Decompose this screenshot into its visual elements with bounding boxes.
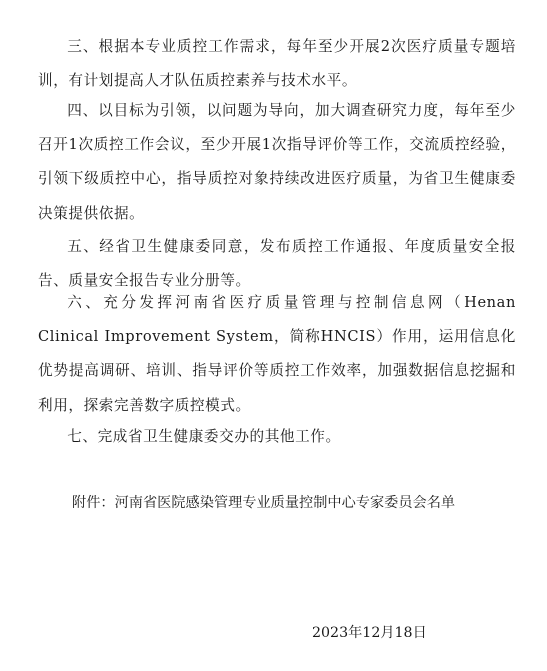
paragraph-item-4: 四、以目标为引领，以问题为导向，加大调查研究力度，每年至少召开1次质控工作会议，至少开展1次指导评价等工作，交流质控经验，引领下级质控中心，指导质控对象持续改进医疗质量，为省卫生健康委决策提供依据。: [38, 102, 516, 222]
document-date: 2023年12月18日: [312, 625, 427, 641]
paragraph-item-5: 五、经省卫生健康委同意，发布质控工作通报、年度质量安全报告、质量安全报告专业分册等。: [38, 238, 516, 290]
paragraph-item-6: 六、充分发挥河南省医疗质量管理与控制信息网（Henan Clinical Improvement System，简称HNCIS）作用，运用信息化优势提高调研、培训、指导评价等质控工作效率，加强数据信息挖掘和利用，探索完善数字质控模式。: [38, 294, 516, 414]
attachment-note: 附件：河南省医院感染管理专业质量控制中心专家委员会名单: [72, 495, 456, 511]
paragraph-item-7: 七、完成省卫生健康委交办的其他工作。: [67, 428, 341, 445]
paragraph-item-3: 三、根据本专业质控工作需求，每年至少开展2次医疗质量专题培训，有计划提高人才队伍质控素养与技术水平。: [38, 38, 516, 90]
